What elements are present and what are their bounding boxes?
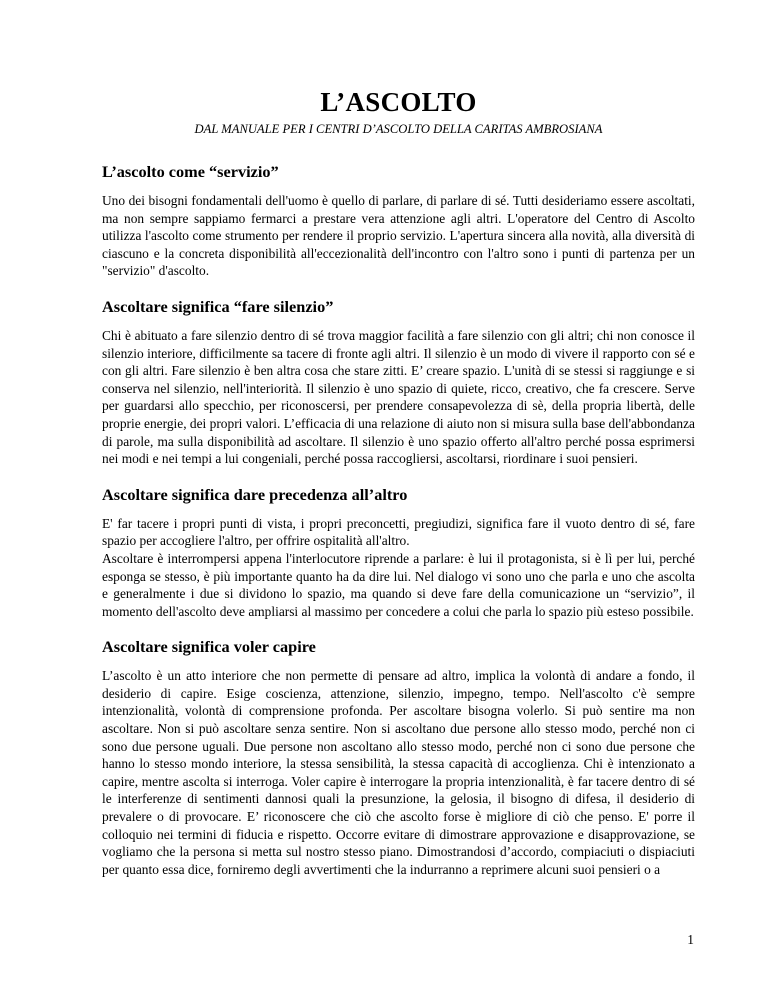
page-number: 1 xyxy=(687,932,694,947)
section-body xyxy=(102,327,695,468)
section-body xyxy=(102,192,695,280)
paragraph: Chi è abituato a fare silenzio dentro di sé trova maggior facilità a fare silenzio con gli altri; chi non conosce il silenzio interiore, difficilmente sa tacere di fronte agli altri. Il silenzio è un modo di vivere il rapporto con sé e con gli altri. Fare silenzio è ben altra cosa che stare zitti. E’ creare spazio. L'unità di se stessi si raggiunge e si conserva nel silenzio, nell'interiorità. Il silenzio è uno spazio di quiete, ricco, creativo, che fa crescere. Serve per guardarsi allo specchio, per riconoscersi, per prendere consapevolezza di sè, della propria libertà, delle proprie energie, dei propri valori. L’efficacia di una relazione di aiuto non si misura sulla base dell'abbondanza di parole, ma sulla disponibilità ad ascoltare. Il silenzio è uno spazio offerto all'altro perché possa esprimersi nei modi e nei tempi a lui congeniali, perché possa raccogliersi, ascoltarsi, riordinare i suoi pensieri. xyxy=(102,327,695,467)
section-heading: L’ascolto come “servizio” xyxy=(102,162,279,181)
section-heading: Ascoltare significa “fare silenzio” xyxy=(102,296,334,316)
section-voler-capire xyxy=(102,637,695,878)
paragraph: E' far tacere i propri punti di vista, i propri preconcetti, pregiudizi, significa fare il vuoto dentro di sé, fare spazio per accogliere l'altro, per offrire ospitalità all'altro. xyxy=(102,515,695,549)
section-body xyxy=(102,515,695,621)
section-precedenza-altro xyxy=(102,485,695,621)
section-fare-silenzio xyxy=(102,297,695,468)
document-page xyxy=(102,0,695,878)
section-heading: Ascoltare significa voler capire xyxy=(102,637,316,657)
section-ascolto-servizio xyxy=(102,162,695,280)
paragraph: Ascoltare è interrompersi appena l'interlocutore riprende a parlare: è lui il protagonista, si è lì per lui, perché esponga se stesso, è più importante quanto ha da dire lui. Nel dialogo vi sono uno che parla e uno che ascolta e generalmente i due si dividono lo spazio, ma quando si deve fare della comunicazione un “servizio”, il momento dell'ascolto deve ampliarsi al massimo per concedere a colui che parla lo spazio più esteso possibile. xyxy=(102,550,695,619)
section-heading: Ascoltare significa dare precedenza all’altro xyxy=(102,484,408,504)
paragraph: L’ascolto è un atto interiore che non permette di pensare ad altro, implica la volontà di andare a fondo, il desiderio di capire. Esige coscienza, attenzione, silenzio, impegno, tempo. Nell'ascolto c'è sempre intenzionalità, volontà di comprensione profonda. Per ascoltare bisogna volerlo. Si può sentire ma non ascoltare. Non si può ascoltare senza sentire. Non si ascoltano due persone allo stesso modo, perché non ci sono due persone uguali. Due persone non ascoltano allo stesso modo, perché non ci sono due persone che hanno lo stesso mondo interiore, la stessa sensibilità, la stessa capacità di accoglienza. Chi è intenzionato a capire, mentre ascolta si interroga. Voler capire è interrogare la propria intenzionalità, è far tacere dentro di sé le interferenze di sentimenti dannosi quali la presunzione, la gelosia, il bisogno di difesa, il desiderio di prevalere o di provocare. E’ riconoscere che ciò che ascolto forse è migliore di ciò che penso. E' porre il colloquio nei termini di fiducia e rispetto. Occorre evitare di dimostrare approvazione e disapprovazione, se vogliamo che la persona si metta sul nostro stesso piano. Dimostrandosi d’accordo, compiaciuti o dispiaciuti per quanto essa dice, forniremo degli avvertimenti che la indurranno a reprimere alcuni suoi pensieri o a xyxy=(102,668,695,877)
section-body xyxy=(102,667,695,878)
document-subtitle: DAL MANUALE PER I CENTRI D’ASCOLTO DELLA CARITAS AMBROSIANA xyxy=(194,122,603,136)
paragraph: Uno dei bisogni fondamentali dell'uomo è quello di parlare, di parlare di sé. Tutti desideriamo essere ascoltati, ma non sempre sappiamo fermarci a prestare vera attenzione agli altri. L'operatore del Centro di Ascolto utilizza l'ascolto come strumento per rendere il proprio servizio. L'apertura sincera alla novità, alla diversità di ciascuno e la concreta disponibilità all'eccezionalità dell'incontro con l'altro sono i punti di partenza per un "servizio" d'ascolto. xyxy=(102,193,695,279)
document-title: L’ASCOLTO xyxy=(320,87,477,117)
